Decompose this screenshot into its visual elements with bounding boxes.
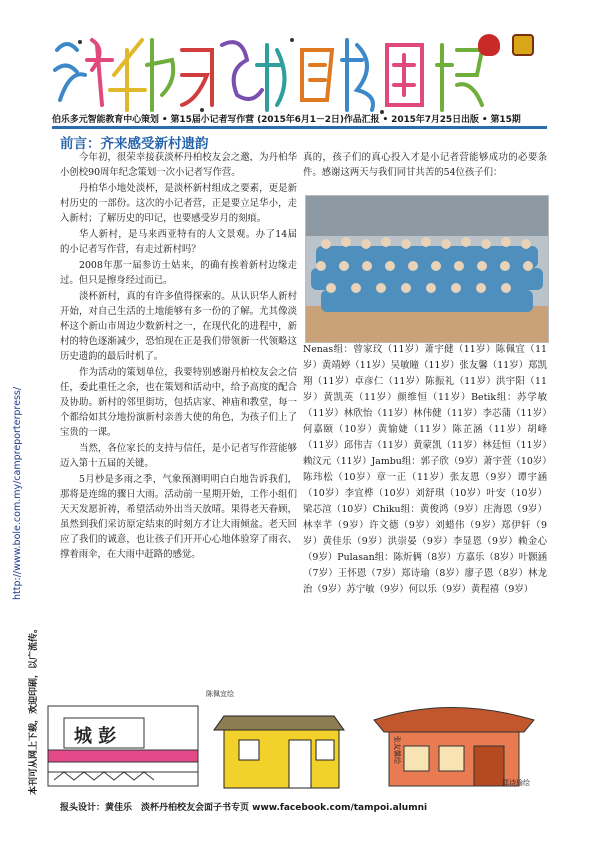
masthead-title-art: [52, 30, 527, 120]
article-right-intro: [303, 150, 547, 181]
participant-groups: Nenas组：曾家玟（11岁）萧宇健（11岁）陈佩宜（11岁）黄靖婷（11岁）吴敏瞳（11岁）张友馨（11岁）郑凯翔（11岁）卓彦仁（11岁）陈振礼（11岁）洪宇阳（11岁）黄凯英（11岁）颜维恒（11岁）Betik组：苏学敏（11岁）林欣怡（11岁）林伟健（11岁）李芯蒲（11岁）何嘉颐（10岁）黄愉婕（11岁）陈芷涵（11岁）胡峰（11岁）邱伟吉（11岁）黄蒙凯（11岁）林廷恒（11岁）赖汶元（11岁）Jambu组：郭子欣（9岁）萧宇萱（10岁）陈玮松（10岁）章一正（11岁）张友恩（9岁）谭宇涵（10岁）李宜桦（10岁）刘舒琪（10岁）叶安（10岁）梁芯渲（10岁）Chiku组：黄俊鸿（9岁）庄海恩（9岁）林幸芊（9岁）许文德（9岁）刘蜡伟（9岁）郑伊轩（9岁）黄佳乐（9岁）洪崇晏（9岁）李显恩（9岁）赖金心（9岁）Pulasan组：陈炘俩（8岁）方嘉乐（8岁）叶颢涵（7岁）王怀恩（7岁）郑诗瑜（8岁）廖子恩（8岁）林龙治（9岁）苏宁敏（9岁）何以乐（9岁）黄程禧（9岁）: [303, 344, 547, 595]
paragraph: 华人新村，是马来西亚特有的人文景观。办了14届的小记者写作营，有走过新村吗？: [60, 229, 297, 255]
paragraph: 淡杯新村，真的有许多值得探索的。从认识华人新村开始，对自己生活的土地能够有多一份的了解。尤其像淡杯这个新山市周边少数新村之一，在现代化的进程中，新村的特色逐渐减少，恐怕现在正是我们带领新一代领略这历史遗韵的最后时机了。: [60, 291, 297, 362]
children-drawings: [44, 676, 554, 792]
drawing-caption: 郑诗瑜绘: [502, 779, 530, 787]
paragraph: 当然，各位家长的支持与信任，是小记者写作营能够迈入第十五届的关键。: [60, 443, 297, 469]
paragraph: 丹柏华小地处淡杯，是淡杯新村组成之要素，更是新村历史的一部份。这次的小记者营，正是要立足华小，走入新村；了解历史的印记，也要感受岁月的刻痕。: [60, 183, 297, 224]
article-left-column: [60, 150, 297, 563]
shop-sign-text: 城 彭: [74, 726, 117, 747]
paragraph: 今年初，很荣幸接获淡杯丹柏校友会之邀，为丹柏华小创校90周年纪念策划一次小记者写作营。: [60, 152, 297, 178]
drawing-caption: 张友馨绘: [393, 736, 401, 764]
school-logo-icon: [478, 34, 500, 56]
paragraph: 2008年那一届参访士姑来，的确有挨着新村边缘走过。但只是擦身经过而已。: [60, 260, 297, 286]
issue-subline: 伯乐多元智能教育中心策划 • 第15届小记者写作营 (2015年6月1－2日)作品汇报 • 2015年7月25日出版 • 第15期: [52, 115, 521, 125]
paragraph: 作为活动的策划单位，我要特别感谢丹柏校友会之信任，委此重任之余，也在策划和活动中，给予高度的配合及协助。新村的邻里街坊，包括店家、神庙和教堂，每一个都给如其分地扮演新村亲善大使的角色，为孩子们上了宝贵的一课。: [60, 367, 297, 438]
side-reprint-note: 本刊可从网上下载，欢迎印刷，以广流传。: [29, 623, 39, 795]
header-rule: [52, 126, 547, 129]
side-url-link[interactable]: http://www.bole.com.my/campreporterpress/: [12, 386, 23, 600]
alumni-crest-icon: [512, 34, 534, 56]
article-headline: 前言：齐来感受新村遗韵: [60, 136, 209, 152]
drawing-caption: 陈佩宜绘: [206, 690, 234, 698]
group-photo: [305, 195, 549, 343]
paragraph: 真的，孩子们的真心投入才是小记者营能够成功的必要条件。感谢这两天与我们同甘共苦的54位孩子们：: [303, 152, 547, 178]
paragraph: 5月杪是多雨之季，气象预测明明白白地告诉我们，那将是连绵的骤日大雨。活动前一星期开始，工作小组们天天发愿祈祷，希望活动外出当天放晴。果得老天眷顾，虽然到我们采访原定结束的时刻方才让大雨倾盆。老天回应了我们的诚意，也让孩子们开开心心地体验穿了雨衣、撑着雨伞，在大雨中赶路的感觉。: [60, 474, 297, 560]
footer-credit: 报头设计：黄佳乐 淡杯丹柏校友会面子书专页 www.facebook.com/tampoi.alumni: [60, 803, 428, 813]
